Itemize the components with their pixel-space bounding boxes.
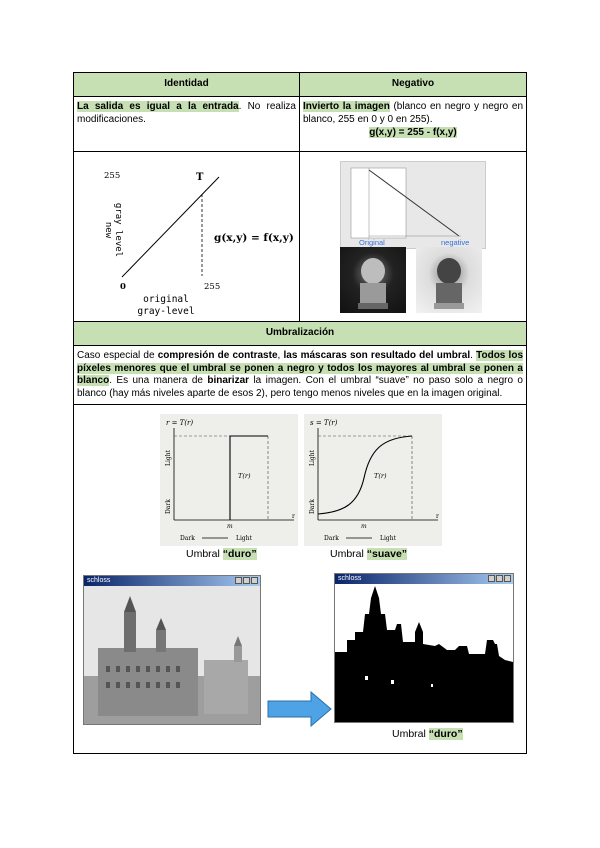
minimize-icon[interactable] bbox=[235, 577, 242, 584]
umbral-description bbox=[74, 346, 526, 404]
umbral-header-row bbox=[74, 322, 526, 346]
hard-m-label: m bbox=[227, 523, 233, 530]
umbral-text-9: la imagen. Con el umbral “suave” no paso solo a negro o blanco (hay más niveles aparte de esos 2), pero tengo menos niveles que en la imagen original. bbox=[77, 375, 523, 399]
umbral-header: Umbralización bbox=[74, 322, 526, 345]
identity-line bbox=[122, 177, 219, 277]
identity-formula: g(x,y) = f(x,y) bbox=[214, 232, 294, 244]
x-max-label: 255 bbox=[204, 282, 221, 292]
identidad-rest: . No realiza modificaciones. bbox=[77, 101, 296, 125]
soft-threshold-graph bbox=[304, 414, 442, 546]
thresholded-window-titlebar bbox=[335, 574, 513, 584]
identidad-highlight: La salida es igual a la entrada bbox=[77, 101, 239, 112]
hard-xdark-label: Dark bbox=[180, 535, 195, 542]
umbral-text-8: binarizar bbox=[207, 375, 250, 386]
soft-dark-label: Dark bbox=[309, 499, 316, 514]
umbral-highlight: Todos los píxeles menores que el umbral se ponen a negro y todos los mayores al umbral se ponen a blanco bbox=[77, 350, 524, 386]
figures-row bbox=[74, 152, 526, 322]
caption-bottom-word: “duro” bbox=[428, 728, 463, 740]
soft-curve bbox=[318, 436, 412, 514]
thresholded-window-title: schloss bbox=[338, 575, 362, 582]
umbral-text-2: compresión de contraste bbox=[157, 350, 278, 361]
original-window-title: schloss bbox=[87, 577, 111, 584]
hard-light-label: Light bbox=[165, 449, 172, 466]
negativo-figure bbox=[300, 152, 526, 321]
umbral-text-1: Caso especial de bbox=[77, 350, 158, 361]
umbral-figures-row bbox=[74, 405, 526, 753]
original-window bbox=[83, 575, 261, 725]
soft-title: s = T(r) bbox=[310, 419, 338, 427]
negativo-highlight: Invierto la imagen bbox=[303, 101, 390, 112]
soft-xdark-label: Dark bbox=[324, 535, 339, 542]
header-row bbox=[74, 73, 526, 97]
soft-m-label: m bbox=[361, 523, 367, 530]
negativo-rest: (blanco en negro y negro en blanco, 255 en 0 y 0 en 255). bbox=[303, 101, 523, 125]
close-icon[interactable] bbox=[251, 577, 258, 584]
negative-plot bbox=[340, 161, 486, 249]
hard-title: r = T(r) bbox=[166, 419, 194, 427]
negative-photo bbox=[416, 247, 482, 313]
minimize-icon[interactable] bbox=[488, 575, 495, 582]
caption-bottom-pre: Umbral bbox=[392, 728, 429, 740]
umbral-text-7: . Es una manera de bbox=[109, 375, 208, 386]
negativo-description bbox=[300, 97, 526, 151]
soft-xlight-label: Light bbox=[380, 535, 397, 542]
identidad-figure bbox=[74, 152, 300, 321]
threshold-graphs bbox=[74, 405, 526, 573]
soft-curve-label: T(r) bbox=[374, 472, 387, 480]
caption-soft-pre: Umbral bbox=[330, 548, 367, 560]
y-axis-label-1: new bbox=[103, 221, 113, 239]
caption-hard-word: “duro” bbox=[222, 548, 257, 560]
hard-dark-label: Dark bbox=[165, 499, 172, 514]
umbral-text-3: , bbox=[277, 350, 284, 361]
hard-curve-label: T(r) bbox=[238, 472, 251, 480]
negative-label: negative bbox=[441, 238, 470, 247]
soft-light-label: Light bbox=[309, 449, 316, 466]
hard-xlight-label: Light bbox=[236, 535, 253, 542]
soft-r-label: r bbox=[436, 513, 439, 520]
umbral-text-5: . bbox=[470, 350, 477, 361]
thresholded-window bbox=[334, 573, 514, 723]
identidad-description bbox=[74, 97, 300, 151]
hard-threshold-graph bbox=[160, 414, 298, 546]
t-label: T bbox=[196, 172, 204, 183]
original-label: Original bbox=[359, 238, 385, 247]
castle-photos bbox=[74, 573, 526, 753]
maximize-icon[interactable] bbox=[243, 577, 250, 584]
document-table bbox=[73, 72, 527, 754]
thresholded-castle-image bbox=[335, 584, 513, 722]
negativo-header: Negativo bbox=[300, 73, 526, 96]
umbral-figures bbox=[74, 405, 526, 753]
caption-hard bbox=[186, 548, 257, 560]
umbral-text-row bbox=[74, 346, 526, 405]
caption-bottom bbox=[392, 728, 463, 740]
identity-plot bbox=[74, 152, 300, 322]
x-axis-label-1: original bbox=[143, 294, 189, 305]
umbral-text-4: las máscaras son resultado del umbral bbox=[283, 350, 471, 361]
x-axis-label-2: gray-level bbox=[137, 306, 195, 317]
original-photo bbox=[340, 247, 406, 313]
negativo-formula: g(x,y) = 255 - f(x,y) bbox=[369, 127, 457, 138]
hard-r-label: r bbox=[292, 513, 295, 520]
caption-soft-word: “suave” bbox=[366, 548, 408, 560]
y-axis-label-2: gray level bbox=[113, 202, 123, 258]
caption-soft bbox=[330, 548, 407, 560]
maximize-icon[interactable] bbox=[496, 575, 503, 582]
original-window-titlebar bbox=[84, 576, 260, 586]
origin-label: 0 bbox=[120, 282, 126, 292]
y-max-label: 255 bbox=[104, 171, 121, 181]
caption-hard-pre: Umbral bbox=[186, 548, 223, 560]
description-row bbox=[74, 97, 526, 152]
arrow-right-icon bbox=[267, 691, 333, 727]
original-castle-image bbox=[84, 586, 260, 724]
identidad-header: Identidad bbox=[74, 73, 300, 96]
close-icon[interactable] bbox=[504, 575, 511, 582]
